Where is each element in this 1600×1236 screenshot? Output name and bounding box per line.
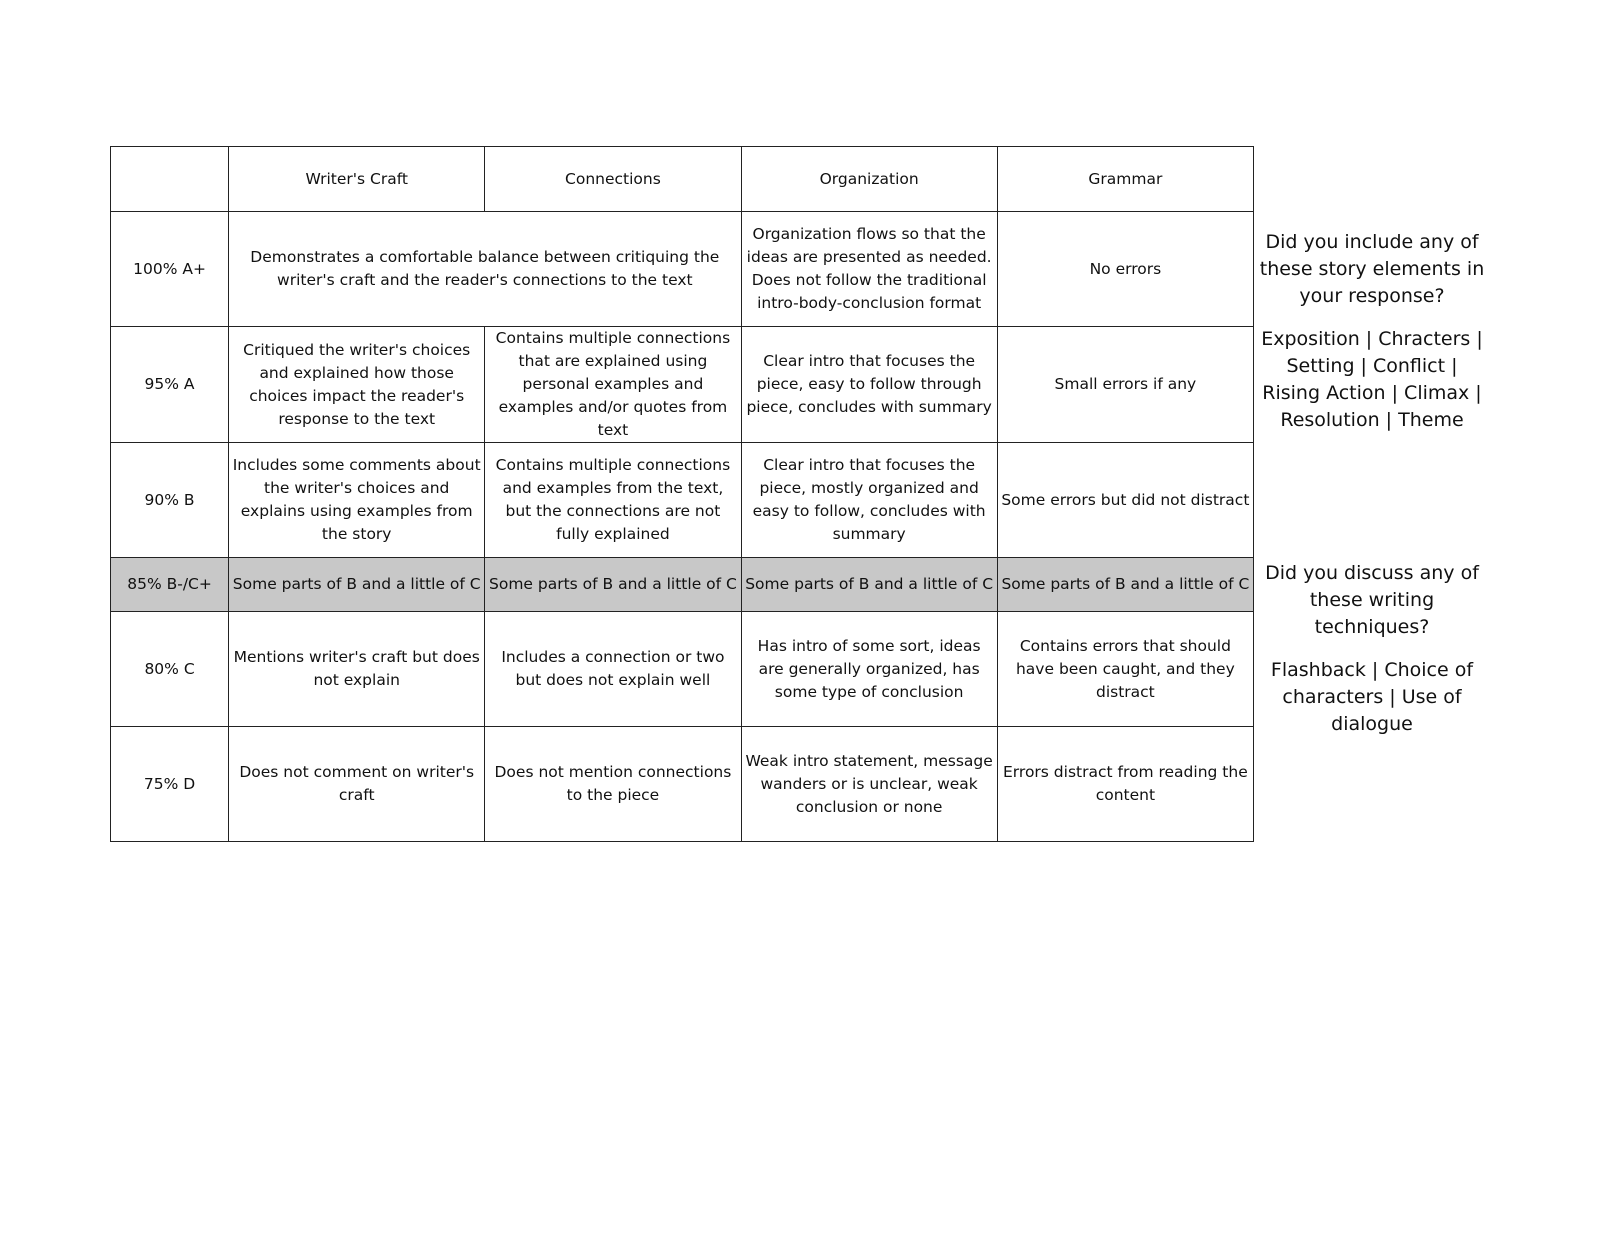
row-b-minus-c-plus — [111, 558, 1254, 612]
row-b — [111, 443, 1254, 558]
row-a-plus — [111, 212, 1254, 327]
header-writers-craft: Writer's Craft — [229, 147, 485, 212]
writers-craft-cell: Includes some comments about the writer's choices and explains using examples from the story — [229, 443, 485, 558]
header-blank — [111, 147, 229, 212]
grammar-cell: Some parts of B and a little of C — [997, 558, 1253, 612]
writers-craft-cell: Some parts of B and a little of C — [229, 558, 485, 612]
organization-cell: Organization flows so that the ideas are presented as needed. Does not follow the traditional intro-body-conclusion format — [741, 212, 997, 327]
connections-cell: Some parts of B and a little of C — [485, 558, 741, 612]
grammar-cell: Small errors if any — [997, 327, 1253, 443]
grammar-cell: Errors distract from reading the content — [997, 727, 1253, 842]
header-grammar: Grammar — [997, 147, 1253, 212]
row-d — [111, 727, 1254, 842]
row-c — [111, 612, 1254, 727]
story-elements-question: Did you include any of these story elements in your response? — [1259, 231, 1485, 307]
organization-cell: Has intro of some sort, ideas are generally organized, has some type of conclusion — [741, 612, 997, 727]
row-a — [111, 327, 1254, 443]
header-connections: Connections — [485, 147, 741, 212]
rubric-table — [110, 146, 1254, 842]
grammar-cell: Contains errors that should have been caught, and they distract — [997, 612, 1253, 727]
writing-techniques-block — [1256, 560, 1488, 738]
organization-cell: Clear intro that focuses the piece, easy to follow through piece, concludes with summary — [741, 327, 997, 443]
connections-cell: Contains multiple connections that are explained using personal examples and examples and/or quotes from text — [485, 327, 741, 443]
header-organization: Organization — [741, 147, 997, 212]
grade-label: 90% B — [111, 443, 229, 558]
craft-connections-merged-cell: Demonstrates a comfortable balance between critiquing the writer's craft and the reader's connections to the text — [229, 212, 741, 327]
writing-techniques-list: Flashback | Choice of characters | Use of dialogue — [1270, 659, 1474, 735]
grade-label: 75% D — [111, 727, 229, 842]
grammar-cell: Some errors but did not distract — [997, 443, 1253, 558]
grade-label: 85% B-/C+ — [111, 558, 229, 612]
organization-cell: Some parts of B and a little of C — [741, 558, 997, 612]
writers-craft-cell: Critiqued the writer's choices and explained how those choices impact the reader's response to the text — [229, 327, 485, 443]
story-elements-list: Exposition | Chracters | Setting | Conflict | Rising Action | Climax | Resolution | Theme — [1261, 328, 1483, 431]
connections-cell: Does not mention connections to the piece — [485, 727, 741, 842]
header-row — [111, 147, 1254, 212]
connections-cell: Includes a connection or two but does not explain well — [485, 612, 741, 727]
organization-cell: Weak intro statement, message wanders or is unclear, weak conclusion or none — [741, 727, 997, 842]
organization-cell: Clear intro that focuses the piece, mostly organized and easy to follow, concludes with summary — [741, 443, 997, 558]
grade-label: 80% C — [111, 612, 229, 727]
grade-label: 100% A+ — [111, 212, 229, 327]
connections-cell: Contains multiple connections and examples from the text, but the connections are not fully explained — [485, 443, 741, 558]
writing-techniques-question: Did you discuss any of these writing techniques? — [1265, 562, 1479, 638]
story-elements-block — [1256, 229, 1488, 434]
writers-craft-cell: Mentions writer's craft but does not explain — [229, 612, 485, 727]
writers-craft-cell: Does not comment on writer's craft — [229, 727, 485, 842]
grammar-cell: No errors — [997, 212, 1253, 327]
grade-label: 95% A — [111, 327, 229, 443]
